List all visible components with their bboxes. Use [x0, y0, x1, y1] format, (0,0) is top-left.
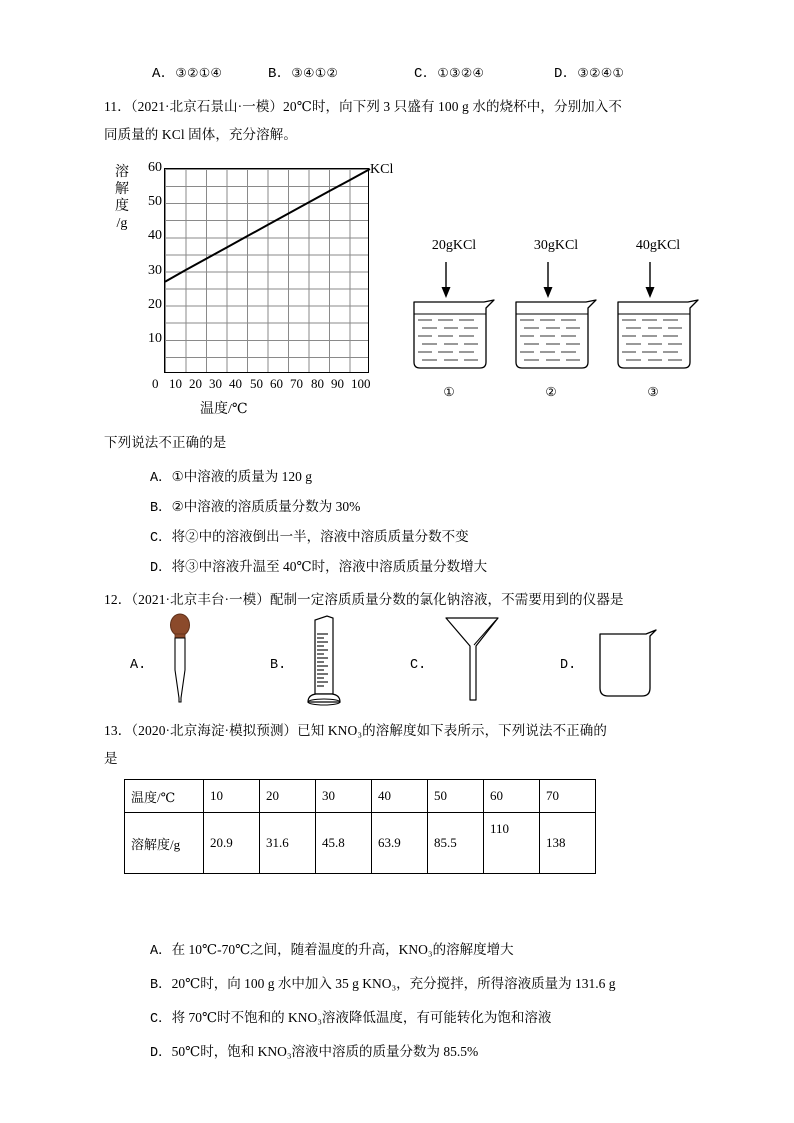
chart-y-axis-label-char-1: 解 — [115, 182, 129, 197]
top-option-a-letter: A． — [152, 66, 176, 82]
q11-option-c — [150, 530, 469, 546]
q12-option-d — [560, 612, 700, 712]
q11-option-d-text: 将③中溶液升温至 40℃时，溶液中溶质质量分数增大 — [171, 559, 488, 574]
q12-option-c — [410, 612, 560, 712]
q12-stem: 12．（2021·北京丰台·一模）配制一定溶质质量分数的氯化钠溶液，不需要用到的仪器是 — [104, 592, 624, 607]
q11-option-d-letter: D． — [150, 561, 172, 576]
chart-ytick-60: 60 — [148, 160, 162, 175]
top-option-b — [268, 62, 338, 82]
beaker-2-label: 30gKCl — [533, 238, 579, 253]
chart-ytick-30: 30 — [148, 263, 162, 278]
beaker-icon — [590, 624, 660, 709]
q13-option-a — [150, 943, 514, 959]
chart-ytick-50: 50 — [148, 194, 162, 209]
arrow-down-icon-3 — [646, 262, 655, 298]
table-row-temperature — [125, 780, 596, 813]
table-row-solubility — [125, 813, 596, 874]
q13-stem-line1: 13．（2020·北京海淀·模拟预测）已知 KNO₃的溶解度如下表所示，下列说法不正确的 — [104, 723, 607, 738]
chart-xtick-100: 100 — [351, 376, 371, 391]
chart-xtick-10: 10 — [169, 376, 182, 391]
q12-option-b — [270, 612, 410, 712]
top-option-c-letter: C． — [414, 66, 438, 82]
top-option-b-letter: B． — [268, 66, 292, 82]
chart-y-tick-labels — [132, 158, 162, 378]
graduated-cylinder-icon — [302, 612, 346, 711]
top-option-a-text: ③②①④ — [175, 65, 223, 80]
table-cell-temp-0: 10 — [204, 780, 260, 813]
beaker-2-number: ② — [545, 384, 557, 399]
table-header-temperature: 温度/℃ — [125, 780, 204, 813]
dropper-icon — [160, 612, 200, 709]
beaker-group-1 — [406, 238, 502, 399]
q13-option-a-text: 在 10℃-70℃之间，随着温度的升高，KNO₃的溶解度增大 — [171, 942, 514, 957]
chart-xtick-40: 40 — [229, 376, 242, 391]
chart-y-axis-label-char-2: 度 — [115, 199, 129, 214]
solubility-curve-chart — [112, 158, 394, 418]
chart-y-axis-label-char-3: /g — [116, 216, 128, 231]
chart-series-label-kcl: KCl — [370, 162, 394, 177]
table-cell-sol-5 — [484, 813, 540, 874]
beakers-diagram — [398, 238, 698, 418]
q11-option-a — [150, 470, 312, 486]
table-cell-temp-6: 70 — [540, 780, 596, 813]
beaker-1-art — [406, 258, 502, 383]
table-cell-temp-2: 30 — [316, 780, 372, 813]
q11-option-c-text: 将②中的溶液倒出一半，溶液中溶质质量分数不变 — [171, 529, 469, 544]
chart-xtick-50: 50 — [250, 376, 263, 391]
top-option-d — [554, 62, 624, 82]
arrow-down-icon-1 — [442, 262, 451, 298]
chart-plot-area — [164, 168, 369, 373]
chart-ytick-40: 40 — [148, 228, 162, 243]
table-cell-temp-1: 20 — [260, 780, 316, 813]
beaker-1-label: 20gKCl — [431, 238, 477, 253]
q13-option-a-letter: A． — [150, 944, 172, 959]
chart-series-svg — [165, 169, 370, 374]
beaker-2-art — [508, 258, 604, 383]
chart-xtick-30: 30 — [209, 376, 222, 391]
q11-stem-line2: 同质量的 KCl 固体，充分溶解。 — [104, 127, 297, 142]
arrow-down-icon-2 — [544, 262, 553, 298]
top-option-c-text: ①③②④ — [437, 65, 485, 80]
q13-option-d-letter: D． — [150, 1046, 172, 1061]
top-option-c — [414, 62, 484, 82]
chart-xtick-60: 60 — [270, 376, 283, 391]
chart-y-axis-label-char-0: 溶 — [115, 165, 129, 180]
q13-option-c — [150, 1011, 551, 1027]
q11-option-a-text: ①中溶液的质量为 120 g — [171, 469, 312, 484]
top-option-d-text: ③②④① — [577, 65, 625, 80]
chart-y-axis-label — [112, 164, 132, 232]
table-cell-sol-1: 31.6 — [260, 813, 316, 874]
beaker-3-art — [610, 258, 706, 383]
q11-option-b-letter: B． — [150, 501, 172, 516]
q12-option-b-letter: B. — [270, 658, 287, 673]
q13-stem-line2: 是 — [104, 751, 118, 766]
table-cell-sol-6: 138 — [540, 813, 596, 874]
q13-option-c-text: 将 70℃时不饱和的 KNO₃溶液降低温度，有可能转化为饱和溶液 — [171, 1010, 552, 1025]
beaker-group-3 — [610, 238, 706, 399]
q12-option-c-letter: C. — [410, 658, 427, 673]
q12-option-a-letter: A. — [130, 658, 147, 673]
q11-option-d — [150, 560, 487, 576]
beaker-3-label: 40gKCl — [635, 238, 681, 253]
q11-option-b — [150, 500, 360, 516]
q11-option-a-letter: A． — [150, 471, 172, 486]
q13-option-d-text: 50℃时，饱和 KNO₃溶液中溶质的质量分数为 85.5% — [171, 1044, 479, 1059]
q13-option-c-letter: C． — [150, 1012, 172, 1027]
chart-xtick-70: 70 — [290, 376, 303, 391]
table-cell-sol-2: 45.8 — [316, 813, 372, 874]
top-option-a — [152, 62, 222, 82]
beaker-1-number: ① — [443, 384, 455, 399]
q11-option-c-letter: C． — [150, 531, 172, 546]
q13-option-b-letter: B． — [150, 978, 172, 993]
q11-prompt: 下列说法不正确的是 — [104, 435, 227, 450]
beaker-3-number: ③ — [647, 384, 659, 399]
table-cell-temp-5: 60 — [484, 780, 540, 813]
q12-apparatus-options — [130, 612, 690, 712]
top-option-d-letter: D． — [554, 66, 578, 82]
chart-xtick-0: 0 — [152, 376, 159, 391]
q11-stem-line1: 11．（2021·北京石景山·一模）20℃时，向下列 3 只盛有 100 g 水的烧杯中，分别加入不 — [104, 99, 622, 114]
kno3-solubility-table — [124, 779, 596, 874]
chart-xtick-20: 20 — [189, 376, 202, 391]
table-header-solubility: 溶解度/g — [125, 813, 204, 874]
q13-option-b — [150, 977, 616, 993]
chart-line-kcl — [165, 169, 370, 282]
table-cell-temp-4: 50 — [428, 780, 484, 813]
table-cell-temp-3: 40 — [372, 780, 428, 813]
q13-option-d — [150, 1045, 478, 1061]
chart-x-axis-label: 温度/℃ — [200, 402, 248, 417]
table-cell-sol-3: 63.9 — [372, 813, 428, 874]
q12-option-d-letter: D. — [560, 658, 577, 673]
top-option-b-text: ③④①② — [291, 65, 339, 80]
chart-ytick-20: 20 — [148, 297, 162, 312]
table-cell-sol-5-value: 110 — [490, 821, 510, 836]
table-cell-sol-0: 20.9 — [204, 813, 260, 874]
beaker-group-2 — [508, 238, 604, 399]
q12-option-a — [130, 612, 270, 712]
chart-ytick-10: 10 — [148, 331, 162, 346]
funnel-icon — [440, 612, 504, 711]
chart-xtick-90: 90 — [331, 376, 344, 391]
q11-option-b-text: ②中溶液的溶质质量分数为 30% — [171, 499, 361, 514]
q13-option-b-text: 20℃时，向 100 g 水中加入 35 g KNO₃，充分搅拌，所得溶液质量为 131.6 g — [171, 976, 616, 991]
chart-xtick-80: 80 — [311, 376, 324, 391]
table-cell-sol-4: 85.5 — [428, 813, 484, 874]
